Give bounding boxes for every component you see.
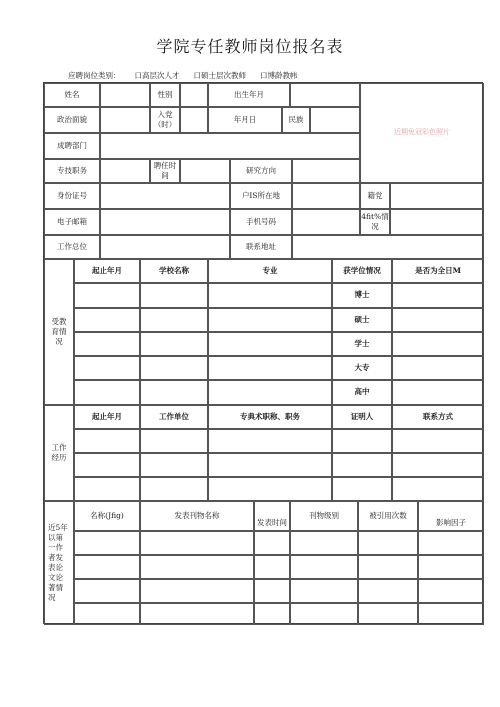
table-cell[interactable] bbox=[418, 555, 484, 579]
birth-field[interactable] bbox=[290, 83, 360, 107]
position-category-label: 应聘岗位类别： bbox=[68, 71, 121, 80]
address-label: 联系地址 bbox=[230, 235, 292, 259]
education-section-label: 受教育情况 bbox=[44, 259, 74, 405]
hire-time-label: 聘任时间 bbox=[150, 159, 180, 183]
table-cell[interactable] bbox=[208, 453, 332, 477]
edu-header-fulltime: 是否为全日M bbox=[392, 259, 484, 283]
table-cell[interactable] bbox=[140, 356, 208, 380]
dept-field[interactable] bbox=[100, 133, 360, 159]
degree-college: 大专 bbox=[332, 356, 392, 380]
name-label: 姓名 bbox=[44, 83, 100, 107]
table-cell[interactable] bbox=[208, 356, 332, 380]
native-field[interactable] bbox=[390, 183, 484, 209]
table-cell[interactable] bbox=[290, 579, 358, 603]
table-cell[interactable] bbox=[208, 283, 332, 308]
gender-label: 性别 bbox=[150, 83, 180, 107]
work-header-period: 起止年月 bbox=[74, 405, 140, 429]
paper-header-impact: 影响因子 bbox=[418, 501, 484, 531]
table-cell[interactable] bbox=[74, 332, 140, 356]
title-post-field[interactable] bbox=[100, 159, 150, 183]
table-cell[interactable] bbox=[358, 531, 418, 555]
table-cell[interactable] bbox=[290, 603, 358, 625]
table-cell[interactable] bbox=[74, 477, 140, 501]
table-cell[interactable] bbox=[140, 555, 254, 579]
table-cell[interactable] bbox=[140, 531, 254, 555]
table-cell[interactable] bbox=[392, 380, 484, 405]
table-cell[interactable] bbox=[208, 380, 332, 405]
table-cell[interactable] bbox=[392, 477, 484, 501]
table-cell[interactable] bbox=[74, 356, 140, 380]
table-cell[interactable] bbox=[140, 380, 208, 405]
birth-label: 出生年月 bbox=[208, 83, 290, 107]
marital-field[interactable] bbox=[390, 209, 484, 235]
table-cell[interactable] bbox=[208, 308, 332, 332]
hukou-field[interactable] bbox=[292, 183, 360, 209]
name-field[interactable] bbox=[100, 83, 150, 107]
table-cell[interactable] bbox=[74, 579, 140, 603]
table-cell[interactable] bbox=[254, 579, 290, 603]
phone-label: 手机号码 bbox=[230, 209, 292, 235]
photo-box[interactable]: 近期免冠彩色照片 bbox=[360, 83, 484, 183]
paper-header-name: 名称(Jfig) bbox=[74, 501, 140, 531]
work-header-reference: 证明人 bbox=[332, 405, 392, 429]
politics-label: 政治面貌 bbox=[44, 107, 100, 133]
work-header-title: 专典术职称、职务 bbox=[208, 405, 332, 429]
marital-label: 4fit%情况 bbox=[360, 209, 390, 235]
id-field[interactable] bbox=[100, 183, 230, 209]
table-cell[interactable] bbox=[418, 531, 484, 555]
table-cell[interactable] bbox=[358, 555, 418, 579]
table-cell[interactable] bbox=[74, 555, 140, 579]
table-cell[interactable] bbox=[392, 308, 484, 332]
table-cell[interactable] bbox=[392, 453, 484, 477]
table-cell[interactable] bbox=[358, 603, 418, 625]
table-cell[interactable] bbox=[140, 308, 208, 332]
address-field[interactable] bbox=[292, 235, 484, 259]
category-option-doctor[interactable]: 口博龄教帏 bbox=[260, 71, 298, 80]
work-section-label: 工作经历 bbox=[44, 405, 74, 501]
table-cell[interactable] bbox=[140, 603, 254, 625]
work-header-contact: 联系方式 bbox=[392, 405, 484, 429]
table-cell[interactable] bbox=[392, 283, 484, 308]
table-cell[interactable] bbox=[74, 380, 140, 405]
ethnicity-field[interactable] bbox=[310, 107, 360, 133]
degree-doctor: 博士 bbox=[332, 283, 392, 308]
table-cell[interactable] bbox=[74, 283, 140, 308]
application-form-table bbox=[43, 82, 483, 624]
papers-section-label: 近5年以第一作者发表论文论著情况 bbox=[44, 501, 74, 625]
table-cell[interactable] bbox=[392, 332, 484, 356]
table-cell[interactable] bbox=[74, 603, 140, 625]
table-cell[interactable] bbox=[74, 429, 140, 453]
table-cell[interactable] bbox=[208, 332, 332, 356]
edu-header-school: 学校名称 bbox=[140, 259, 208, 283]
table-cell[interactable] bbox=[140, 579, 254, 603]
table-cell[interactable] bbox=[254, 531, 290, 555]
category-option-high-level[interactable]: 口高层次人才 bbox=[134, 71, 180, 80]
table-cell[interactable] bbox=[418, 579, 484, 603]
table-cell[interactable] bbox=[358, 579, 418, 603]
degree-bachelor: 学士 bbox=[332, 332, 392, 356]
dept-label: 成聘部门 bbox=[44, 133, 100, 159]
politics-field[interactable] bbox=[100, 107, 150, 133]
position-category-row bbox=[68, 70, 312, 81]
table-cell[interactable] bbox=[74, 453, 140, 477]
join-party-field[interactable] bbox=[180, 107, 208, 133]
table-cell[interactable] bbox=[332, 429, 392, 453]
phone-field[interactable] bbox=[292, 209, 360, 235]
table-cell[interactable] bbox=[208, 429, 332, 453]
table-cell[interactable] bbox=[74, 531, 140, 555]
hire-time-field[interactable] bbox=[180, 159, 230, 183]
paper-header-journal: 发表刊物名称 bbox=[140, 501, 254, 531]
work-header-unit: 工作单位 bbox=[140, 405, 208, 429]
table-cell[interactable] bbox=[332, 477, 392, 501]
degree-master: 硕士 bbox=[332, 308, 392, 332]
table-cell[interactable] bbox=[140, 477, 208, 501]
hukou-label: 户IS所在地 bbox=[230, 183, 292, 209]
form-title: 学院专任教师岗位报名表 bbox=[156, 37, 344, 56]
table-cell[interactable] bbox=[392, 356, 484, 380]
ethnicity-label: 民族 bbox=[282, 107, 310, 133]
table-cell[interactable] bbox=[332, 453, 392, 477]
email-field[interactable] bbox=[100, 209, 230, 235]
paper-header-level: 刊物级别 bbox=[290, 501, 358, 531]
table-cell[interactable] bbox=[254, 555, 290, 579]
table-cell[interactable] bbox=[290, 531, 358, 555]
email-label: 电子邮箱 bbox=[44, 209, 100, 235]
work-unit-field[interactable] bbox=[100, 235, 230, 259]
edu-header-degree: 获学位情况 bbox=[332, 259, 392, 283]
table-cell[interactable] bbox=[290, 555, 358, 579]
work-unit-label: 工作总位 bbox=[44, 235, 100, 259]
research-label: 研究方向 bbox=[230, 159, 292, 183]
id-label: 身份证号 bbox=[44, 183, 100, 209]
table-cell[interactable] bbox=[140, 429, 208, 453]
title-post-label: 专技职务 bbox=[44, 159, 100, 183]
table-cell[interactable] bbox=[208, 477, 332, 501]
edu-header-period: 起止年月 bbox=[74, 259, 140, 283]
degree-highschool: 高中 bbox=[332, 380, 392, 405]
native-label: 籍党 bbox=[360, 183, 390, 209]
join-party-label: 入党（时） bbox=[150, 107, 180, 133]
category-option-master[interactable]: 口硕士层次教师 bbox=[193, 71, 246, 80]
table-cell[interactable] bbox=[254, 603, 290, 625]
join-date-field[interactable]: 年月日 bbox=[208, 107, 282, 133]
table-cell[interactable] bbox=[74, 308, 140, 332]
paper-header-citations: 被引用次数 bbox=[358, 501, 418, 531]
table-cell[interactable] bbox=[418, 603, 484, 625]
table-cell[interactable] bbox=[140, 332, 208, 356]
research-field[interactable] bbox=[292, 159, 360, 183]
paper-header-date: 发表时间 bbox=[254, 501, 290, 531]
table-cell[interactable] bbox=[392, 429, 484, 453]
gender-field[interactable] bbox=[180, 83, 208, 107]
edu-header-major: 专业 bbox=[208, 259, 332, 283]
table-cell[interactable] bbox=[140, 283, 208, 308]
table-cell[interactable] bbox=[140, 453, 208, 477]
